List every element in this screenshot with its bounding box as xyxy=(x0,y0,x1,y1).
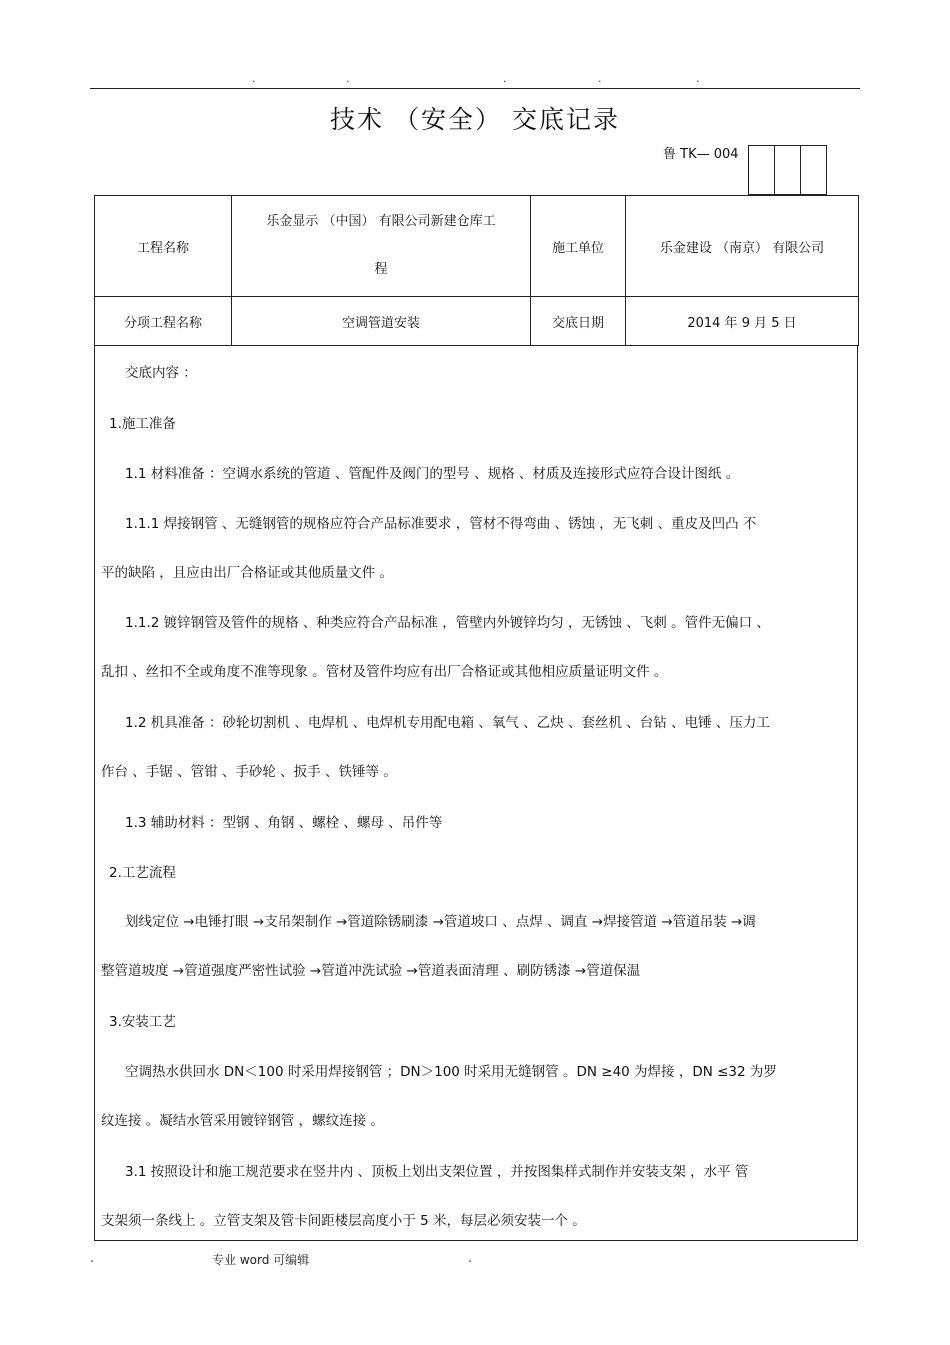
footer-text: 专业 word 可编辑 xyxy=(212,1253,310,1267)
code-box xyxy=(775,145,801,195)
section-heading: 3.安装工艺 xyxy=(109,1014,176,1030)
construction-unit-label: 施工单位 xyxy=(531,196,626,297)
construction-unit-value: 乐金建设 （南京） 有限公司 xyxy=(626,196,859,297)
paragraph-continued: 平的缺陷 ，且应由出厂合格证或其他质量文件 。 xyxy=(101,565,394,581)
info-row-subproject xyxy=(95,297,859,346)
subproject-name-label: 分项工程名称 xyxy=(95,297,232,346)
paragraph: 3.1 按照设计和施工规范要求在竖井内 、顶板上划出支架位置 ，并按图集样式制作并安装支架 ，水平 管 xyxy=(125,1164,749,1180)
header-dot: . xyxy=(252,72,256,85)
paragraph: 1.1.1 焊接钢管 、无缝钢管的规格应符合产品标准要求 ，管材不得弯曲 、锈蚀 ，无飞刺 、重皮及凹凸 不 xyxy=(125,516,757,532)
project-name-value xyxy=(232,196,531,297)
code-boxes xyxy=(748,145,827,195)
paragraph: 1.1.2 镀锌钢管及管件的规格 、种类应符合产品标准 ，管壁内外镀锌均匀 ，无锈蚀 、飞刺 。管件无偏口 、 xyxy=(125,615,770,631)
disclosure-date-value: 2014 年 9 月 5 日 xyxy=(626,297,859,346)
footer-dot: . xyxy=(90,1251,94,1265)
paragraph-continued: 作台 、手锯 、管钳 、手砂轮 、扳手 、铁锤等 。 xyxy=(101,764,397,780)
header-dot: . xyxy=(503,72,507,85)
footer-dot: . xyxy=(468,1251,472,1265)
header-dot: . xyxy=(598,72,602,85)
project-name-label: 工程名称 xyxy=(95,196,232,297)
paragraph-continued: 支架须一条线上 。立管支架及管卡间距楼层高度小于 5 米，每层必须安装一个 。 xyxy=(101,1213,586,1229)
header-dot: . xyxy=(696,72,700,85)
code-box xyxy=(801,145,827,195)
paragraph-continued: 整管道坡度 →管道强度严密性试验 →管道冲洗试验 →管道表面清理 、刷防锈漆 →管道保温 xyxy=(101,963,641,979)
subproject-name-value: 空调管道安装 xyxy=(232,297,531,346)
paragraph: 1.1 材料准备 ：空调水系统的管道 、管配件及阀门的型号 、规格 、材质及连接形式应符合设计图纸 。 xyxy=(125,466,740,482)
paragraph-continued: 纹连接 。凝结水管采用镀锌钢管 ，螺纹连接 。 xyxy=(101,1113,384,1129)
section-heading: 1.施工准备 xyxy=(109,416,176,432)
code-box xyxy=(748,145,775,195)
paragraph: 1.2 机具准备 ：砂轮切割机 、电焊机 、电焊机专用配电箱 、氧气 、乙炔 、套丝机 、台钻 、电锤 、压力工 xyxy=(125,715,770,731)
header-dot: . xyxy=(346,72,350,85)
disclosure-content xyxy=(94,345,858,1241)
paragraph: 1.3 辅助材料 ：型钢 、角钢 、螺栓 、螺母 、吊件等 xyxy=(125,815,443,831)
info-row-project xyxy=(95,196,859,297)
page-title: 技术 （安全） 交底记录 xyxy=(330,105,620,134)
project-name-text: 乐金显示 （中国） 有限公司新建仓库工程 xyxy=(266,214,496,277)
paragraph: 空调热水供回水 DN＜100 时采用焊接钢管 ；DN＞100 时采用无缝钢管 。DN ≥40 为焊接 ，DN ≤32 为罗 xyxy=(125,1064,777,1080)
paragraph-continued: 乱扣 、丝扣不全或角度不准等现象 。管材及管件均应有出厂合格证或其他相应质量证明文件 。 xyxy=(101,664,668,680)
content-heading: 交底内容 ： xyxy=(125,365,197,381)
section-heading: 2.工艺流程 xyxy=(109,865,176,881)
document-code: 鲁 TK— 004 xyxy=(663,147,739,162)
paragraph: 划线定位 →电锤打眼 →支吊架制作 →管道除锈刷漆 →管道坡口 、点焊 、调直 →焊接管道 →管道吊装 →调 xyxy=(125,914,756,930)
disclosure-date-label: 交底日期 xyxy=(531,297,626,346)
info-table xyxy=(94,195,859,346)
header-rule xyxy=(90,88,860,89)
